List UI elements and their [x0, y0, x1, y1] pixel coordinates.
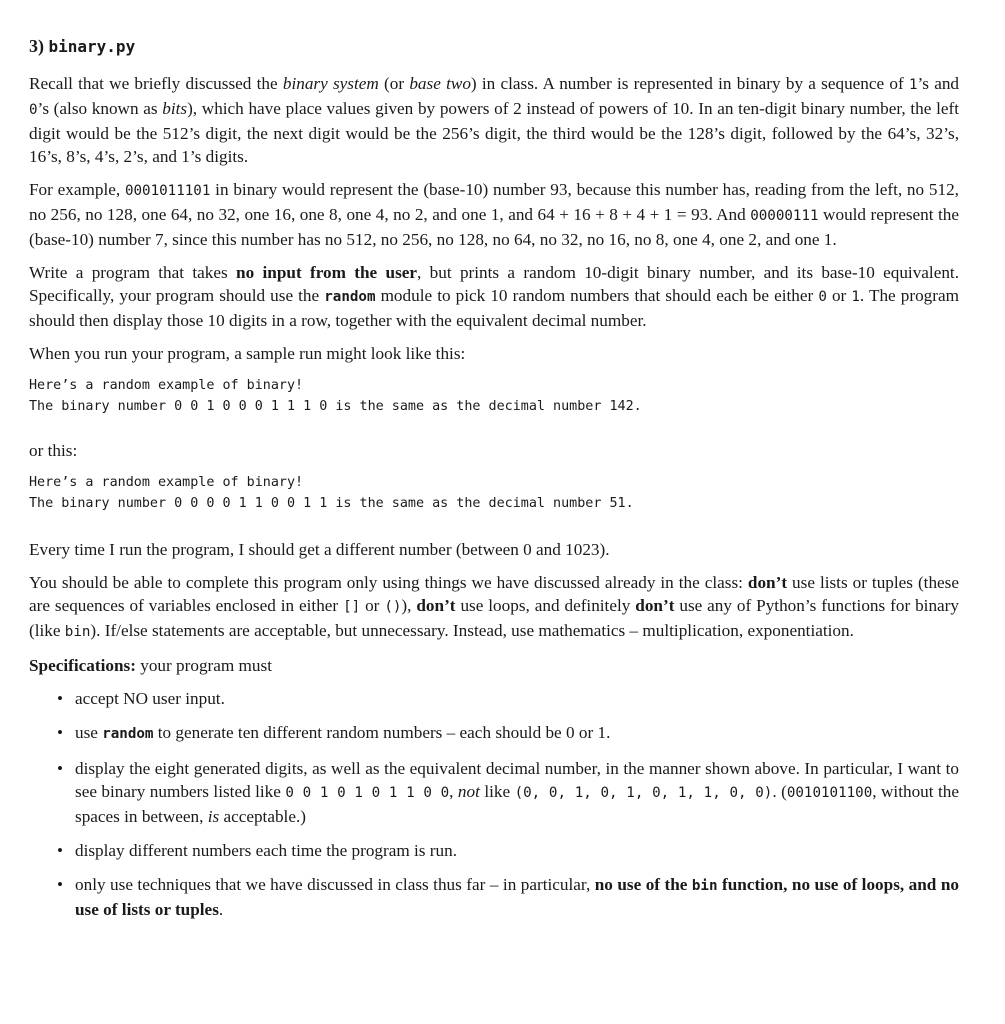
bullet-icon: •	[57, 759, 64, 778]
sample-output-1	[29, 375, 959, 417]
spec-item: • only use techniques that we have discussed in class thus far – in particular, no use of the bin function, no use of loops, and no use of lists or tuples.	[57, 875, 959, 919]
section-number: 3)	[29, 36, 44, 56]
bullet-icon: •	[57, 841, 64, 860]
specifications-heading: Specifications: your program must	[29, 656, 272, 675]
restrictions-paragraph: You should be able to complete this program only using things we have discussed already in the class: don’t use lists or tuples (these are sequences of variables enclosed in either [] or ()), don’t use loops, and definitely don’t use any of Python’s functions for binary (like bin). If/else statements are acceptable, but unnecessary. Instead, use mathematics – multiplication, exponentiation.	[29, 573, 959, 640]
spec-item: • display the eight generated digits, as well as the equivalent decimal number, in the manner shown above. In particular, I want to see binary numbers listed like 0 0 1 0 1 0 1 1 0 0, not like (0, 0, 1, 0, 1, 0, 1, 1, 0, 0). (0010101100, without the spaces in between, is acceptable.)	[57, 759, 959, 826]
spec-item: • use random to generate ten different random numbers – each should be 0 or 1.	[57, 723, 611, 742]
specifications-list	[29, 687, 959, 921]
spec-item: • display different numbers each time the program is run.	[57, 841, 457, 860]
section-filename: binary.py	[48, 37, 136, 56]
bullet-icon: •	[57, 723, 64, 742]
sample-output-2	[29, 472, 959, 514]
sample-1-line-1: Here’s a random example of binary!	[29, 378, 304, 393]
range-paragraph: Every time I run the program, I should get a different number (between 0 and 1023).	[29, 540, 610, 559]
sample-2-line-2: The binary number 0 0 0 0 1 1 0 0 1 1 is the same as the decimal number 51.	[29, 496, 634, 511]
assignment-page	[29, 36, 959, 932]
or-this-text: or this:	[29, 441, 78, 460]
sample-2-line-1: Here’s a random example of binary!	[29, 475, 304, 490]
example-paragraph: For example, 0001011101 in binary would represent the (base-10) number 93, because this number has, reading from the left, no 512, no 256, no 128, one 64, no 32, one 16, one 8, one 4, no 2, and one 1, and 64 + 16 + 8 + 4 + 1 = 93. And 00000111 would represent the (base-10) number 7, since this number has no 512, no 256, no 128, no 64, no 32, no 16, no 8, one 4, one 2, and one 1.	[29, 180, 959, 249]
sample-run-intro: When you run your program, a sample run might look like this:	[29, 344, 466, 363]
intro-paragraph: Recall that we briefly discussed the binary system (or base two) in class. A number is represented in binary by a sequence of 1’s and 0’s (also known as bits), which have place values given by powers of 2 instead of powers of 10. In an ten-digit binary number, the left digit would be the 512’s digit, the next digit would be the 256’s digit, the third would be the 128’s digit, followed by the 64’s, 32’s, 16’s, 8’s, 4’s, 2’s, and 1’s digits.	[29, 74, 960, 166]
bullet-icon: •	[57, 689, 64, 708]
bullet-icon: •	[57, 875, 64, 894]
sample-1-line-2: The binary number 0 0 1 0 0 0 1 1 1 0 is the same as the decimal number 142.	[29, 399, 642, 414]
task-paragraph: Write a program that takes no input from the user, but prints a random 10-digit binary number, and its base-10 equivalent. Specifically, your program should use the random module to pick 10 random numbers that should each be either 0 or 1. The program should then display those 10 digits in a row, together with the equivalent decimal number.	[29, 263, 959, 330]
spec-item: • accept NO user input.	[57, 689, 225, 708]
section-heading	[29, 36, 959, 57]
